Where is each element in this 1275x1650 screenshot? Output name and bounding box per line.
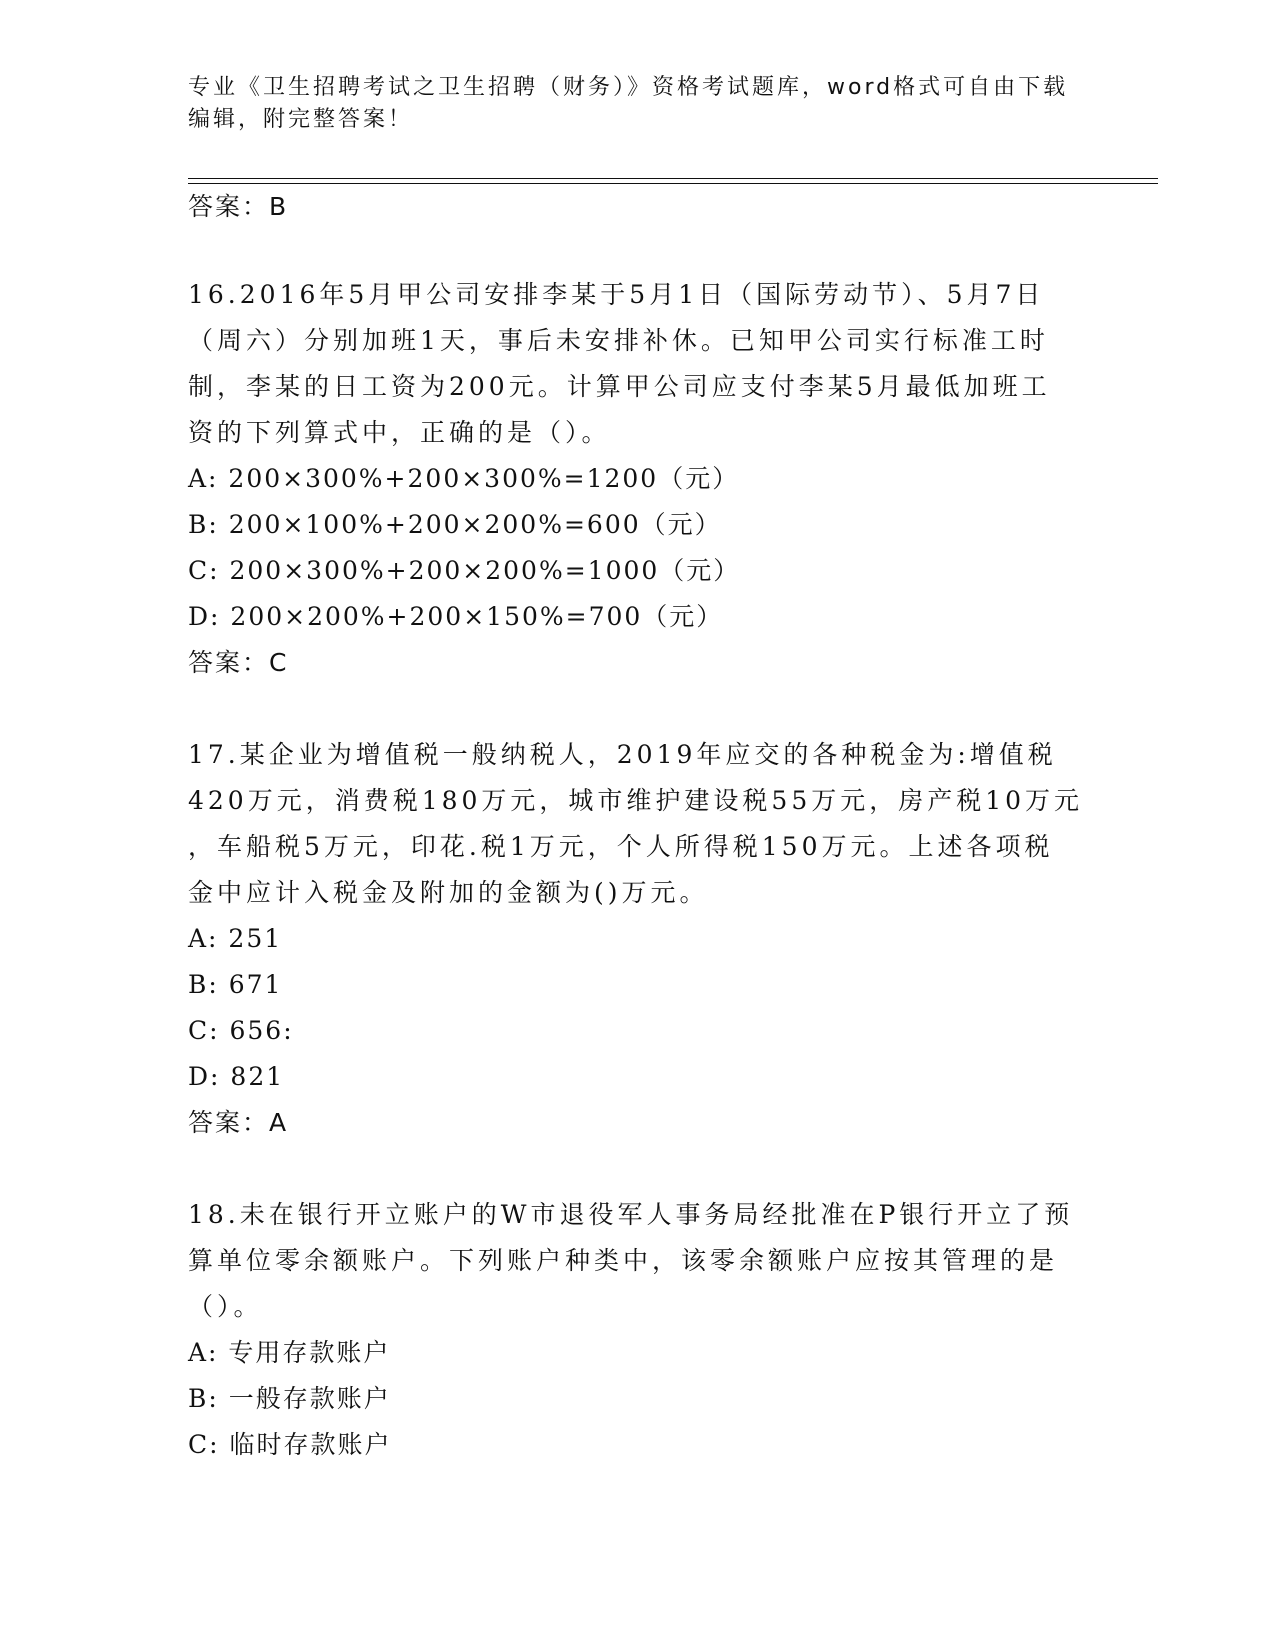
option-a: A: 200×300%+200×300%=1200（元）	[188, 464, 740, 493]
page-header	[188, 72, 1088, 136]
answer-label: 答案：B	[188, 192, 289, 221]
header-line-2: 编辑，附完整答案！	[188, 107, 414, 132]
question-text-line: 420万元，消费税180万元，城市维护建设税55万元，房产税10万元	[188, 786, 1084, 815]
question-16	[188, 272, 1088, 686]
option-c: C: 656:	[188, 1016, 294, 1045]
question-text-line: 资的下列算式中，正确的是（）。	[188, 418, 611, 447]
option-d: D: 821	[188, 1062, 285, 1091]
option-c: C: 200×300%+200×200%=1000（元）	[188, 556, 741, 585]
option-a: A: 专用存款账户	[188, 1338, 391, 1367]
question-text-line: 制，李某的日工资为200元。计算甲公司应支付李某5月最低加班工	[188, 372, 1051, 401]
question-text-line: 金中应计入税金及附加的金额为()万元。	[188, 878, 709, 907]
question-18	[188, 1192, 1088, 1468]
header-line-1: 专业《卫生招聘考试之卫生招聘（财务）》资格考试题库，word格式可自由下载	[188, 75, 1069, 100]
option-c: C: 临时存款账户	[188, 1430, 392, 1459]
option-b: B: 一般存款账户	[188, 1384, 391, 1413]
question-text-line: 16.2016年5月甲公司安排李某于5月1日（国际劳动节）、5月7日	[188, 280, 1045, 309]
question-text-line: （周六）分别加班1天，事后未安排补休。已知甲公司实行标准工时	[188, 326, 1049, 355]
option-b: B: 671	[188, 970, 283, 999]
header-divider-top	[188, 178, 1158, 179]
answer-15	[188, 184, 1088, 230]
answer-label: 答案：C	[188, 648, 289, 677]
question-text-line: （）。	[188, 1292, 263, 1321]
question-text-line: ，车船税5万元，印花.税1万元，个人所得税150万元。上述各项税	[188, 832, 1054, 861]
option-d: D: 200×200%+200×150%=700（元）	[188, 602, 724, 631]
answer-label: 答案：A	[188, 1108, 289, 1137]
question-text-line: 算单位零余额账户。下列账户种类中，该零余额账户应按其管理的是	[188, 1246, 1059, 1275]
question-text-line: 18.未在银行开立账户的W市退役军人事务局经批准在P银行开立了预	[188, 1200, 1074, 1229]
option-a: A: 251	[188, 924, 283, 953]
option-b: B: 200×100%+200×200%=600（元）	[188, 510, 722, 539]
question-text-line: 17.某企业为增值税一般纳税人，2019年应交的各种税金为:增值税	[188, 740, 1057, 769]
question-17	[188, 732, 1088, 1146]
